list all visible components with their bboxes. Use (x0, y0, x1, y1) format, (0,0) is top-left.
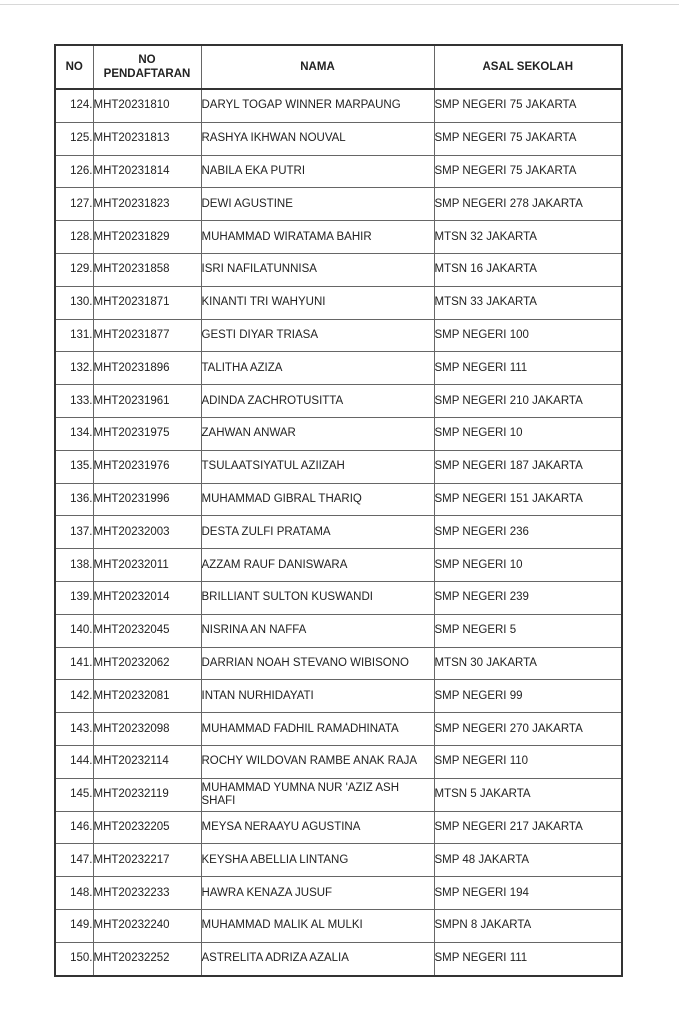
registration-number: MHT20232217 (93, 844, 201, 877)
header-name: NAMA (201, 45, 434, 89)
registration-number: MHT20232233 (93, 877, 201, 910)
student-name: DEWI AGUSTINE (201, 188, 434, 221)
registration-number: MHT20232081 (93, 680, 201, 713)
table-header-row (55, 45, 622, 89)
table-row (55, 844, 622, 877)
row-number: 141. (55, 647, 93, 680)
school-name: SMP NEGERI 239 (434, 581, 622, 614)
row-number: 133. (55, 385, 93, 418)
row-number: 128. (55, 221, 93, 254)
table-row (55, 516, 622, 549)
row-number: 132. (55, 352, 93, 385)
registration-number: MHT20232205 (93, 811, 201, 844)
table-row (55, 713, 622, 746)
student-name: NISRINA AN NAFFA (201, 614, 434, 647)
school-name: SMP NEGERI 10 (434, 549, 622, 582)
registration-number: MHT20232252 (93, 942, 201, 975)
table-row (55, 483, 622, 516)
school-name: SMP NEGERI 110 (434, 745, 622, 778)
student-name: DESTA ZULFI PRATAMA (201, 516, 434, 549)
student-name: GESTI DIYAR TRIASA (201, 319, 434, 352)
row-number: 130. (55, 286, 93, 319)
student-name: BRILLIANT SULTON KUSWANDI (201, 581, 434, 614)
table-row (55, 253, 622, 286)
registration-number: MHT20231814 (93, 155, 201, 188)
registration-number: MHT20232003 (93, 516, 201, 549)
table-row (55, 155, 622, 188)
student-name: INTAN NURHIDAYATI (201, 680, 434, 713)
school-name: SMP NEGERI 194 (434, 877, 622, 910)
row-number: 125. (55, 122, 93, 155)
school-name: SMP NEGERI 5 (434, 614, 622, 647)
registration-number: MHT20231871 (93, 286, 201, 319)
school-name: SMP NEGERI 210 JAKARTA (434, 385, 622, 418)
student-name: KEYSHA ABELLIA LINTANG (201, 844, 434, 877)
school-name: SMP NEGERI 278 JAKARTA (434, 188, 622, 221)
header-registration-line1: NO (138, 54, 156, 66)
student-name: MUHAMMAD WIRATAMA BAHIR (201, 221, 434, 254)
header-school: ASAL SEKOLAH (434, 45, 622, 89)
student-name: MUHAMMAD FADHIL RAMADHINATA (201, 713, 434, 746)
school-name: MTSN 30 JAKARTA (434, 647, 622, 680)
row-number: 149. (55, 909, 93, 942)
table-row (55, 122, 622, 155)
header-registration-line2: PENDAFTARAN (103, 68, 191, 80)
row-number: 135. (55, 450, 93, 483)
school-name: SMPN 8 JAKARTA (434, 909, 622, 942)
school-name: SMP NEGERI 10 (434, 417, 622, 450)
school-name: SMP NEGERI 217 JAKARTA (434, 811, 622, 844)
student-name: MUHAMMAD YUMNA NUR 'AZIZ ASH SHAFI (201, 778, 434, 811)
school-name: SMP NEGERI 100 (434, 319, 622, 352)
school-name: SMP NEGERI 75 JAKARTA (434, 155, 622, 188)
student-name: MUHAMMAD GIBRAL THARIQ (201, 483, 434, 516)
registration-number: MHT20231813 (93, 122, 201, 155)
student-name: DARRIAN NOAH STEVANO WIBISONO (201, 647, 434, 680)
registration-number: MHT20231877 (93, 319, 201, 352)
table-row (55, 647, 622, 680)
page-top-edge (0, 0, 679, 5)
school-name: SMP NEGERI 187 JAKARTA (434, 450, 622, 483)
school-name: SMP NEGERI 111 (434, 942, 622, 975)
table-row (55, 286, 622, 319)
table-row (55, 745, 622, 778)
table-row (55, 221, 622, 254)
student-name: MUHAMMAD MALIK AL MULKI (201, 909, 434, 942)
school-name: SMP NEGERI 236 (434, 516, 622, 549)
row-number: 143. (55, 713, 93, 746)
student-name: AZZAM RAUF DANISWARA (201, 549, 434, 582)
table-row (55, 89, 622, 122)
registration-number: MHT20232119 (93, 778, 201, 811)
row-number: 134. (55, 417, 93, 450)
school-name: SMP NEGERI 75 JAKARTA (434, 89, 622, 122)
row-number: 129. (55, 253, 93, 286)
table-row (55, 581, 622, 614)
table-row (55, 877, 622, 910)
school-name: SMP NEGERI 111 (434, 352, 622, 385)
row-number: 140. (55, 614, 93, 647)
row-number: 139. (55, 581, 93, 614)
registration-number: MHT20231961 (93, 385, 201, 418)
registration-number: MHT20231976 (93, 450, 201, 483)
school-name: SMP NEGERI 99 (434, 680, 622, 713)
table-row (55, 778, 622, 811)
table-row (55, 811, 622, 844)
student-name: ZAHWAN ANWAR (201, 417, 434, 450)
row-number: 146. (55, 811, 93, 844)
registration-number: MHT20231896 (93, 352, 201, 385)
school-name: MTSN 33 JAKARTA (434, 286, 622, 319)
school-name: SMP NEGERI 151 JAKARTA (434, 483, 622, 516)
student-name: KINANTI TRI WAHYUNI (201, 286, 434, 319)
school-name: MTSN 16 JAKARTA (434, 253, 622, 286)
row-number: 136. (55, 483, 93, 516)
registration-number: MHT20232014 (93, 581, 201, 614)
row-number: 124. (55, 89, 93, 122)
student-name: TSULAATSIYATUL AZIIZAH (201, 450, 434, 483)
table-row (55, 450, 622, 483)
student-name: ISRI NAFILATUNNISA (201, 253, 434, 286)
school-name: MTSN 32 JAKARTA (434, 221, 622, 254)
registration-number: MHT20232114 (93, 745, 201, 778)
header-no: NO (55, 45, 93, 89)
row-number: 150. (55, 942, 93, 975)
row-number: 142. (55, 680, 93, 713)
registration-number: MHT20232045 (93, 614, 201, 647)
student-name: MEYSA NERAAYU AGUSTINA (201, 811, 434, 844)
table-row (55, 385, 622, 418)
school-name: SMP NEGERI 270 JAKARTA (434, 713, 622, 746)
student-name: DARYL TOGAP WINNER MARPAUNG (201, 89, 434, 122)
table-row (55, 319, 622, 352)
row-number: 148. (55, 877, 93, 910)
table-row (55, 417, 622, 450)
registration-number: MHT20231858 (93, 253, 201, 286)
registration-number: MHT20232062 (93, 647, 201, 680)
registration-number: MHT20231975 (93, 417, 201, 450)
header-registration-number (93, 45, 201, 89)
table-row (55, 614, 622, 647)
student-name: RASHYA IKHWAN NOUVAL (201, 122, 434, 155)
row-number: 137. (55, 516, 93, 549)
row-number: 126. (55, 155, 93, 188)
registration-number: MHT20231810 (93, 89, 201, 122)
registration-number: MHT20231996 (93, 483, 201, 516)
table-row (55, 680, 622, 713)
table-row (55, 549, 622, 582)
table-body (55, 89, 622, 976)
registration-number: MHT20231823 (93, 188, 201, 221)
student-roster-table (54, 44, 623, 977)
registration-number: MHT20232240 (93, 909, 201, 942)
student-name: TALITHA AZIZA (201, 352, 434, 385)
student-name: ASTRELITA ADRIZA AZALIA (201, 942, 434, 975)
student-name: ROCHY WILDOVAN RAMBE ANAK RAJA (201, 745, 434, 778)
row-number: 144. (55, 745, 93, 778)
table-row (55, 188, 622, 221)
registration-number: MHT20232098 (93, 713, 201, 746)
row-number: 131. (55, 319, 93, 352)
table-row (55, 352, 622, 385)
table-row (55, 909, 622, 942)
student-name: HAWRA KENAZA JUSUF (201, 877, 434, 910)
row-number: 138. (55, 549, 93, 582)
student-name: NABILA EKA PUTRI (201, 155, 434, 188)
student-name: ADINDA ZACHROTUSITTA (201, 385, 434, 418)
registration-number: MHT20232011 (93, 549, 201, 582)
school-name: SMP NEGERI 75 JAKARTA (434, 122, 622, 155)
row-number: 145. (55, 778, 93, 811)
table-row (55, 942, 622, 975)
row-number: 147. (55, 844, 93, 877)
school-name: SMP 48 JAKARTA (434, 844, 622, 877)
registration-number: MHT20231829 (93, 221, 201, 254)
row-number: 127. (55, 188, 93, 221)
school-name: MTSN 5 JAKARTA (434, 778, 622, 811)
